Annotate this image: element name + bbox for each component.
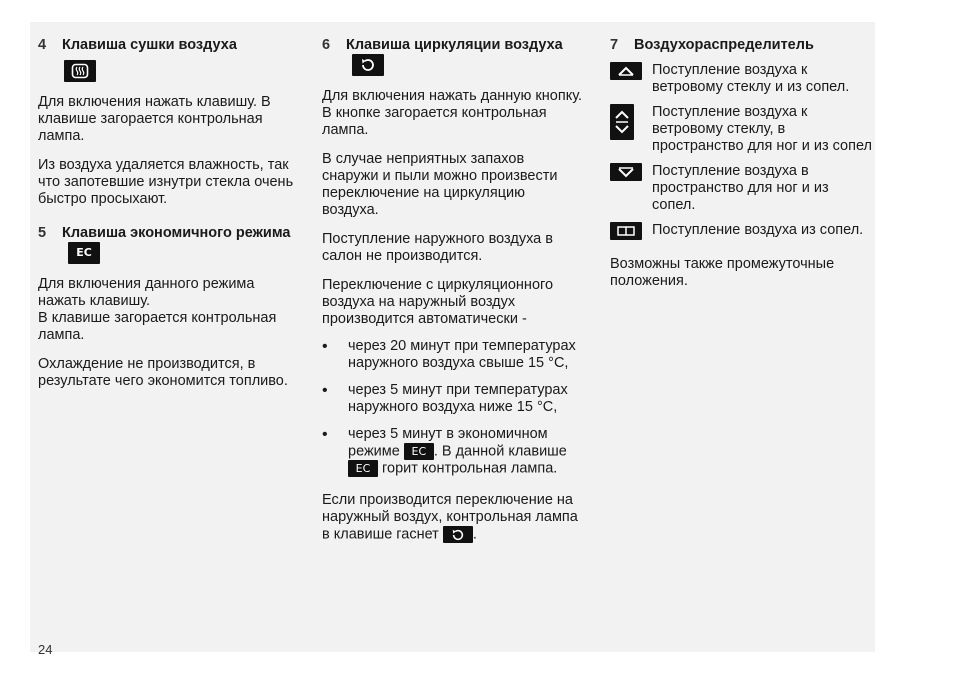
list-item-text-part: через 5 минут в экономичном режиме bbox=[348, 426, 548, 460]
section-number: 5 bbox=[38, 225, 47, 241]
column-1 bbox=[38, 36, 300, 390]
list-item: • через 5 минут при температурах наружного воздуха ниже 15 °С, bbox=[322, 382, 584, 416]
distribution-item-footwell bbox=[610, 163, 872, 214]
list-item-text: через 20 минут при температурах наружного воздуха свыше 15 °С, bbox=[348, 338, 576, 371]
section-title: Воздухораспределитель bbox=[634, 37, 814, 53]
auto-switch-list bbox=[322, 338, 584, 478]
section-4-text-2: Из воздуха удаляется влажность, так что запотевшие изнутри стекла очень быстро просыхают. bbox=[38, 157, 294, 207]
section-title-text: Клавиша экономичного режима bbox=[62, 225, 291, 241]
section-6-text-2: В случае неприятных запахов снаружи и пыли можно произвести переключение на циркуляцию воздуха. bbox=[322, 151, 558, 218]
section-number: 4 bbox=[38, 37, 47, 53]
recirculation-icon bbox=[352, 54, 384, 76]
manual-page bbox=[30, 22, 875, 657]
section-7-heading bbox=[610, 36, 872, 54]
list-item-text: через 5 минут при температурах наружного воздуха ниже 15 °С, bbox=[348, 382, 568, 415]
windshield-icon bbox=[610, 62, 642, 80]
list-item: • через 5 минут в экономичном режиме EC . В данной клавише EC горит контрольная лампа. bbox=[322, 426, 584, 478]
section-6-text-4: Переключение с циркуляционного воздуха на наружный воздух производится автоматически - bbox=[322, 277, 554, 327]
economy-mode-icon: EC bbox=[404, 443, 434, 460]
section-title-text: Клавиша циркуляции воздуха bbox=[346, 37, 563, 53]
section-title bbox=[346, 36, 584, 76]
footwell-icon bbox=[610, 163, 642, 181]
section-5-text-2: В клавише загорается контрольная лампа. bbox=[38, 310, 277, 343]
defrost-button-row bbox=[64, 60, 300, 82]
distribution-item-windshield-footwell bbox=[610, 104, 872, 155]
paragraph-text-end: . bbox=[472, 525, 477, 542]
section-4-text-1: Для включения нажать клавишу. В клавише загорается контрольная лампа. bbox=[38, 94, 271, 144]
vents-icon bbox=[610, 222, 642, 240]
section-5-text-3: Охлаждение не производится, в результате чего экономится топливо. bbox=[38, 356, 288, 389]
column-2 bbox=[322, 36, 584, 543]
economy-mode-icon: EC bbox=[68, 242, 100, 264]
distribution-text: Поступление воздуха из сопел. bbox=[652, 222, 864, 238]
list-item: • через 20 минут при температурах наружного воздуха свыше 15 °С, bbox=[322, 338, 584, 372]
distribution-text: Поступление воздуха к ветровому стеклу и из сопел. bbox=[652, 62, 850, 95]
section-6-text-5 bbox=[322, 492, 584, 543]
page-number: 24 bbox=[38, 642, 53, 657]
paragraph-text: Если производится переключение на наружный воздух, контрольная лампа в клавише гаснет bbox=[322, 491, 578, 542]
list-item-text-part: горит контрольная лампа. bbox=[382, 460, 558, 477]
section-4-heading bbox=[38, 36, 300, 54]
distribution-text: Поступление воздуха в пространство для ног и из сопел. bbox=[652, 163, 829, 213]
section-6-heading bbox=[322, 36, 584, 76]
distribution-item-vents bbox=[610, 222, 872, 240]
section-title bbox=[62, 224, 300, 264]
section-5-text-1: Для включения данного режима нажать клавишу. bbox=[38, 276, 255, 309]
section-6-text-1: Для включения нажать данную кнопку. В кнопке загорается контрольная лампа. bbox=[322, 88, 583, 138]
distribution-text: Поступление воздуха к ветровому стеклу, в пространство для ног и из сопел bbox=[652, 104, 872, 154]
list-item-text bbox=[348, 426, 584, 478]
recirculation-icon bbox=[443, 526, 473, 543]
section-6-text-3: Поступление наружного воздуха в салон не производится. bbox=[322, 231, 553, 264]
section-number: 6 bbox=[322, 37, 331, 53]
section-5-heading bbox=[38, 224, 300, 264]
section-7-note: Возможны также промежуточные положения. bbox=[610, 256, 835, 289]
economy-mode-icon: EC bbox=[348, 460, 378, 477]
section-number: 7 bbox=[610, 37, 619, 53]
distribution-item-windshield bbox=[610, 62, 872, 96]
column-3 bbox=[610, 36, 872, 290]
section-title: Клавиша сушки воздуха bbox=[62, 37, 237, 53]
defrost-icon bbox=[64, 60, 96, 82]
list-item-text-part: . В данной клавише bbox=[433, 443, 567, 460]
windshield-footwell-icon bbox=[610, 104, 634, 140]
